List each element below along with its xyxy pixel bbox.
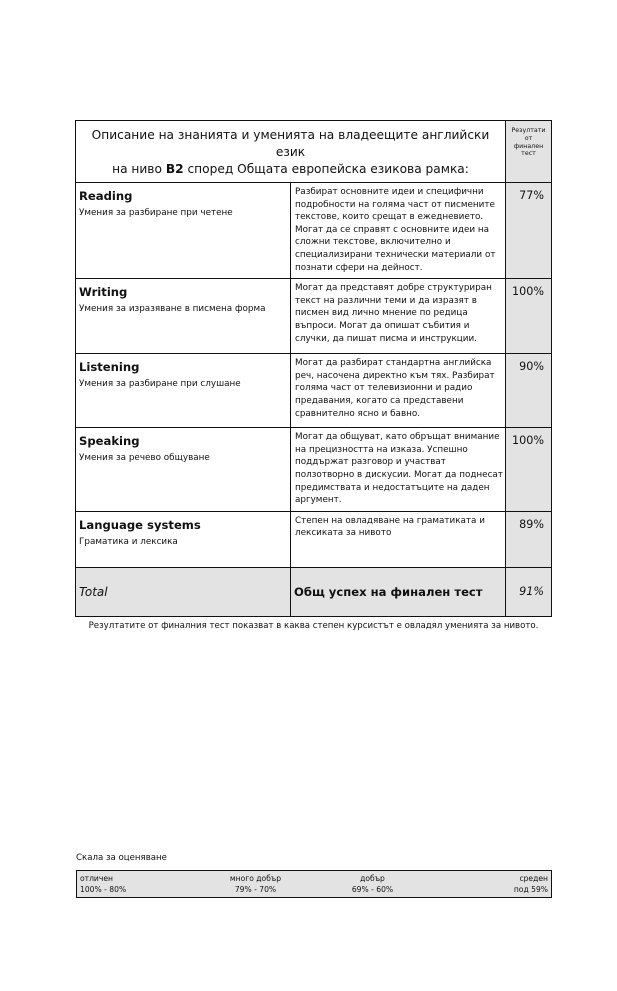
table-row-total — [76, 567, 552, 616]
skill-description: Разбират основните идеи и специфични подробности на голяма част от писмените текстове, които срещат в ежедневието. Могат да се справят с основните идеи на сложни текстове, включително и специализирани технически материали от познати сфери на дейност. — [291, 183, 506, 279]
grade-range: 100% - 80% — [80, 884, 127, 894]
level-label: B2 — [165, 162, 184, 176]
skill-name: Writing — [79, 285, 128, 300]
total-description: Общ успех на финален тест — [291, 567, 506, 616]
total-label: Total — [76, 567, 291, 616]
grading-scale — [76, 870, 552, 898]
skill-name: Language systems — [79, 517, 201, 532]
table-header-row — [76, 121, 552, 183]
results-header-word: финален — [513, 142, 544, 150]
grade-very-good — [197, 873, 314, 895]
table-row-language-systems — [76, 511, 552, 567]
title-line-2-prefix: на ниво — [112, 162, 166, 176]
grade-label: среден — [519, 873, 548, 883]
grade-label: добър — [360, 873, 385, 883]
skill-description: Могат да разбират стандартна английска реч, насочена директно към тях. Разбират голяма част от телевизионни и радио предавания, когато са представени сравнително ясно и бавно. — [291, 354, 506, 428]
skill-subtitle: Умения за разбиране при слушане — [79, 379, 241, 390]
grade-label: отличен — [80, 873, 113, 883]
skill-name: Listening — [79, 360, 140, 375]
skill-description: Могат да представят добре структуриран текст на различни теми и да изразят в писмен вид лично мнение по редица въпроси. Могат да опишат събития и случки, да пишат писма и инструкции. — [291, 279, 506, 354]
skill-result: 100% — [506, 428, 552, 512]
skill-cell — [76, 183, 291, 279]
grade-average — [431, 873, 548, 895]
skill-cell — [76, 428, 291, 512]
skill-subtitle: Граматика и лексика — [79, 536, 178, 547]
results-footnote: Резултатите от финалния тест показват в каква степен курсистът е овладял уменията за нивото. — [88, 620, 539, 631]
grade-good — [314, 873, 431, 895]
skill-cell — [76, 511, 291, 567]
title-line-1: Описание на знанията и уменията на владеещите английски език — [91, 128, 490, 159]
skill-name: Speaking — [79, 434, 140, 449]
grade-excellent — [80, 873, 197, 895]
skill-description: Степен на овладяване на граматиката и лексиката за нивото — [291, 511, 506, 567]
table-row-speaking — [76, 428, 552, 512]
skill-result: 89% — [506, 511, 552, 567]
grade-range: под 59% — [513, 884, 548, 894]
skill-cell — [76, 279, 291, 354]
results-header-word: от — [524, 134, 533, 142]
skill-description: Могат да общуват, като обръщат внимание на прецизността на изказа. Успешно поддържат разговор и участват ползотворно в дискусии. Могат да поднесат предимствата и недостатъците на даден аргумент. — [291, 428, 506, 512]
results-header-word: тест — [521, 150, 536, 158]
skill-result: 100% — [506, 279, 552, 354]
skill-result: 90% — [506, 354, 552, 428]
skill-subtitle: Умения за разбиране при четене — [79, 208, 233, 218]
results-header-word: Резултати — [511, 127, 546, 134]
skill-cell — [76, 354, 291, 428]
grading-scale-title: Скала за оценяване — [76, 852, 167, 863]
grade-label: много добър — [229, 873, 282, 883]
grading-scale-section — [76, 852, 552, 898]
skills-results-table — [75, 120, 552, 617]
grade-range: 69% - 60% — [351, 884, 394, 894]
total-result: 91% — [506, 567, 552, 616]
skill-subtitle: Умения за изразяване в писмена форма — [79, 304, 266, 315]
table-row-listening — [76, 354, 552, 428]
skill-subtitle: Умения за речево общуване — [79, 453, 210, 464]
table-row-writing — [76, 279, 552, 354]
results-column-header — [506, 121, 552, 183]
skill-name: Reading — [79, 189, 133, 203]
table-row-reading — [76, 183, 552, 279]
skill-result: 77% — [506, 183, 552, 279]
title-line-2-suffix: според Общата европейска езикова рамка: — [183, 162, 469, 176]
table-title — [76, 121, 506, 183]
grade-range: 79% - 70% — [234, 884, 277, 894]
